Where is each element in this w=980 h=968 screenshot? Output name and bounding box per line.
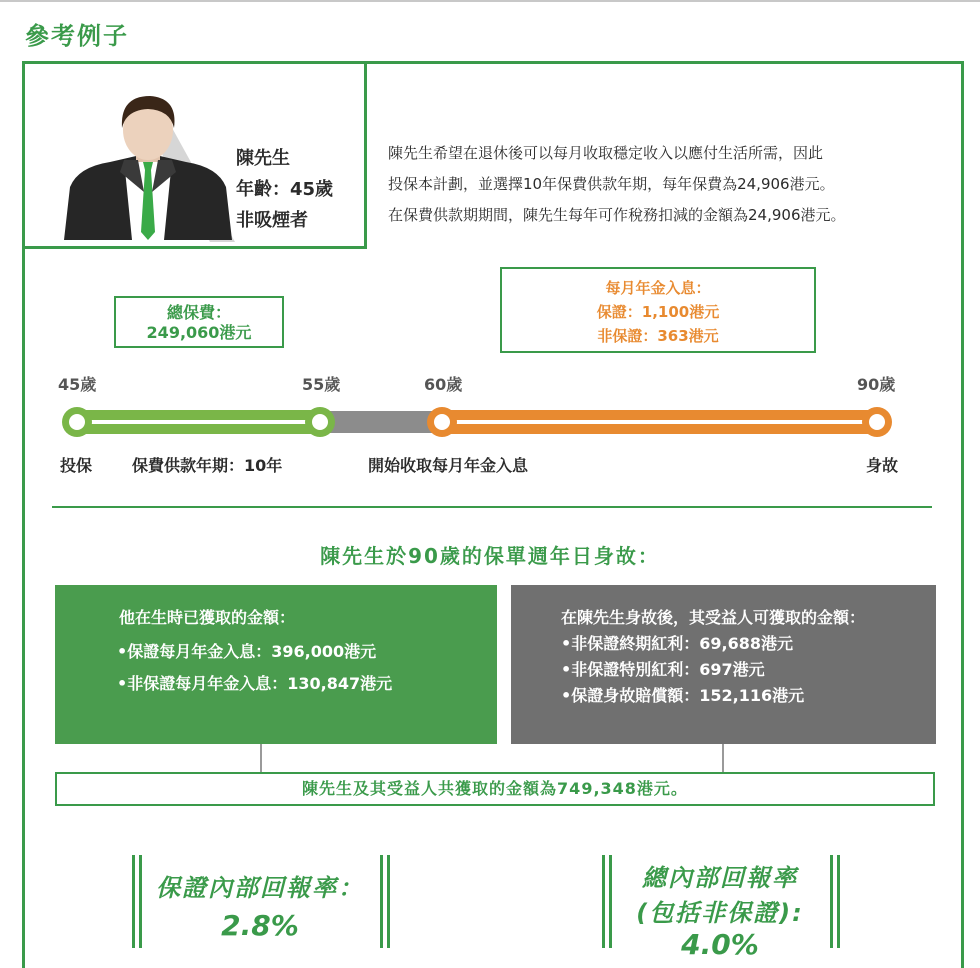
timeline-term-label: 保費供款年期：10年 <box>132 456 283 475</box>
age-label: 90歲 <box>857 375 896 394</box>
scenario-heading: 陳先生於90歲的保單週年日身故： <box>320 544 660 568</box>
timeline-bar <box>55 400 905 444</box>
timeline-death-label: 身故 <box>866 456 899 475</box>
beneficiary-panel <box>511 585 936 744</box>
intro-paragraph <box>388 138 948 231</box>
guaranteed-irr <box>145 868 375 942</box>
list-item: •保證身故賠償額：152,116港元 <box>561 686 805 705</box>
total-premium-value: 249,060港元 <box>146 323 252 342</box>
page-title: 參考例子 <box>25 22 129 50</box>
bracket-bar <box>380 855 383 948</box>
businessman-icon <box>60 92 240 242</box>
client-age: 年齡：45歲 <box>236 179 334 200</box>
connector-line <box>722 744 724 772</box>
intro-line: 在保費供款期期間，陳先生每年可作稅務扣減的金額為24,906港元。 <box>388 206 846 224</box>
profile-details <box>236 143 333 236</box>
bracket-bar <box>602 855 605 948</box>
client-name: 陳先生 <box>236 148 290 169</box>
total-irr-value: 4.0% <box>681 928 759 961</box>
list-item: •非保證特別紅利：697港元 <box>561 660 765 679</box>
bracket-bar <box>837 855 840 948</box>
total-irr <box>615 858 825 961</box>
non-guaranteed-annuity: 非保證：363港元 <box>597 327 719 345</box>
beneficiary-panel-title: 在陳先生身故後，其受益人可獲取的金額： <box>561 608 866 627</box>
total-received: 陳先生及其受益人共獲取的金額為749,348港元。 <box>55 772 935 806</box>
total-premium-box <box>114 296 284 348</box>
section-divider <box>52 506 932 508</box>
total-irr-sublabel: (包括非保證): <box>636 899 804 927</box>
beneficiary-list <box>561 631 936 709</box>
monthly-annuity-box <box>500 267 816 353</box>
intro-line: 投保本計劃，並選擇10年保費供款年期，每年保費為24,906港元。 <box>388 175 835 193</box>
guaranteed-annuity: 保證：1,100港元 <box>596 303 720 321</box>
timeline-start-label: 投保 <box>60 456 93 475</box>
age-label: 55歲 <box>302 375 341 394</box>
received-while-alive-panel <box>55 585 497 744</box>
intro-line: 陳先生希望在退休後可以每月收取穩定收入以應付生活所需，因此 <box>388 144 824 162</box>
bracket-bar <box>139 855 142 948</box>
bracket-bar <box>132 855 135 948</box>
top-rule <box>0 0 980 2</box>
total-premium-label: 總保費： <box>166 303 231 322</box>
guaranteed-irr-label: 保證內部回報率： <box>156 874 364 902</box>
total-irr-label: 總內部回報率 <box>642 864 798 892</box>
age-label: 45歲 <box>58 375 97 394</box>
monthly-annuity-label: 每月年金入息： <box>605 279 711 297</box>
bracket-bar <box>609 855 612 948</box>
age-label: 60歲 <box>424 375 463 394</box>
list-item: •非保證每月年金入息：130,847港元 <box>117 674 393 693</box>
list-item: •非保證終期紅利：69,688港元 <box>561 634 793 653</box>
timeline-annuity-label: 開始收取每月年金入息 <box>368 456 529 475</box>
received-list <box>119 636 497 700</box>
bracket-bar <box>387 855 390 948</box>
received-panel-title: 他在生時已獲取的金額： <box>119 608 296 627</box>
bracket-bar <box>830 855 833 948</box>
connector-line <box>260 744 262 772</box>
client-smoker-status: 非吸煙者 <box>236 210 308 231</box>
list-item: •保證每月年金入息：396,000港元 <box>117 642 377 661</box>
guaranteed-irr-value: 2.8% <box>221 909 299 942</box>
